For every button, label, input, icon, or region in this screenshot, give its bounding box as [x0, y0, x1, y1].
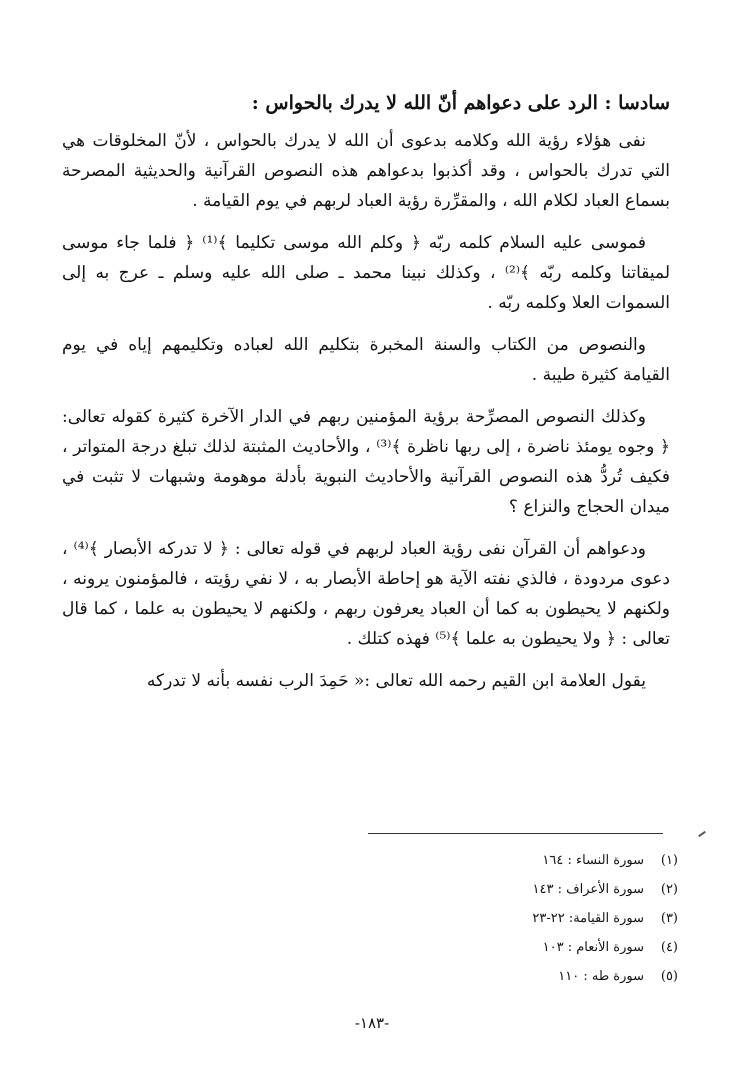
paragraph: فموسى عليه السلام كلمه ربّه ﴿ وكلم الله موسى تكليما ﴾⁽¹⁾ ﴿ فلما جاء موسى لميقاتنا وكلمه ربّه ﴾⁽²⁾ ، وكذلك نبينا محمد ـ صلى الله عليه وسلم ـ عرج به إلى السموات العلا وكلمه ربّه .: [62, 233, 670, 313]
footnote-item: [358, 904, 678, 933]
paragraph: نفى هؤلاء رؤية الله وكلامه بدعوى أن الله لا يدرك بالحواس ، لأنّ المخلوقات هي التي تدرك بالحواس ، وقد أكذبوا بدعواهم هذه النصوص القرآنية والحديثية المصرحة بسماع العباد لكلام الله ، والمقرِّرة رؤية العباد لربهم في يوم القيامة .: [62, 131, 670, 211]
footnote-number: (١): [660, 853, 678, 868]
footnote-item: [358, 933, 678, 962]
footnote-text: سورة الأعراف : ١٤٣: [532, 882, 644, 897]
footnote-text: سورة طه : ١١٠: [558, 969, 644, 984]
footnote-item: [358, 875, 678, 904]
scan-mark: [698, 831, 706, 837]
footnote-number: (٣): [660, 911, 678, 926]
footnote-number: (٤): [660, 940, 678, 955]
footnote-number: (٢): [660, 882, 678, 897]
paragraph: ودعواهم أن القرآن نفى رؤية العباد لربهم في قوله تعالى : ﴿ لا تدركه الأبصار ﴾⁽⁴⁾ ، دعوى مردودة ، فالذي نفته الآية هو إحاطة الأبصار به ، لا نفي رؤيته ، فالمؤمنون يرونه ، ولكنهم لا يحيطون به كما أن العباد يعرفون ربهم ، ولكنهم لا يحيطون به علما ، كما قال تعالى : ﴿ ولا يحيطون به علما ﴾⁽⁵⁾ فهذه كتلك .: [62, 539, 670, 649]
page-number: -١٨٣-: [354, 1014, 390, 1032]
paragraph: وكذلك النصوص المصرِّحة برؤية المؤمنين ربهم في الدار الآخرة كثيرة كقوله تعالى: ﴿ وجوه يومئذ ناضرة ، إلى ربها ناظرة ﴾⁽³⁾ ، والأحاديث المثبتة لذلك تبلغ درجة المتواتر ، فكيف تُردُّ هذه النصوص القرآنية والأحاديث النبوية بأدلة موهومة وشبهات لا تثبت في ميدان الحجاج والنزاع ؟: [62, 407, 670, 517]
footnote-item: [358, 962, 678, 991]
paragraph: يقول العلامة ابن القيم رحمه الله تعالى :« حَمِدَ الرب نفسه بأنه لا تدركه: [146, 671, 646, 691]
footnotes-list: [358, 846, 678, 991]
footnote-text: سورة النساء : ١٦٤: [542, 853, 644, 868]
footnote-item: [358, 846, 678, 875]
main-text: [62, 88, 670, 708]
footnote-number: (٥): [660, 969, 678, 984]
paragraph: والنصوص من الكتاب والسنة المخبرة بتكليم الله لعباده وتكليمهم إياه في يوم القيامة كثيرة طيبة .: [62, 335, 670, 385]
footnote-divider: [368, 833, 663, 834]
footnote-text: سورة القيامة: ٢٢-٢٣: [532, 911, 644, 926]
footnote-text: سورة الأنعام : ١٠٣: [542, 940, 644, 955]
section-heading: سادسا : الرد على دعواهم أنّ الله لا يدرك بالحواس :: [251, 92, 670, 114]
